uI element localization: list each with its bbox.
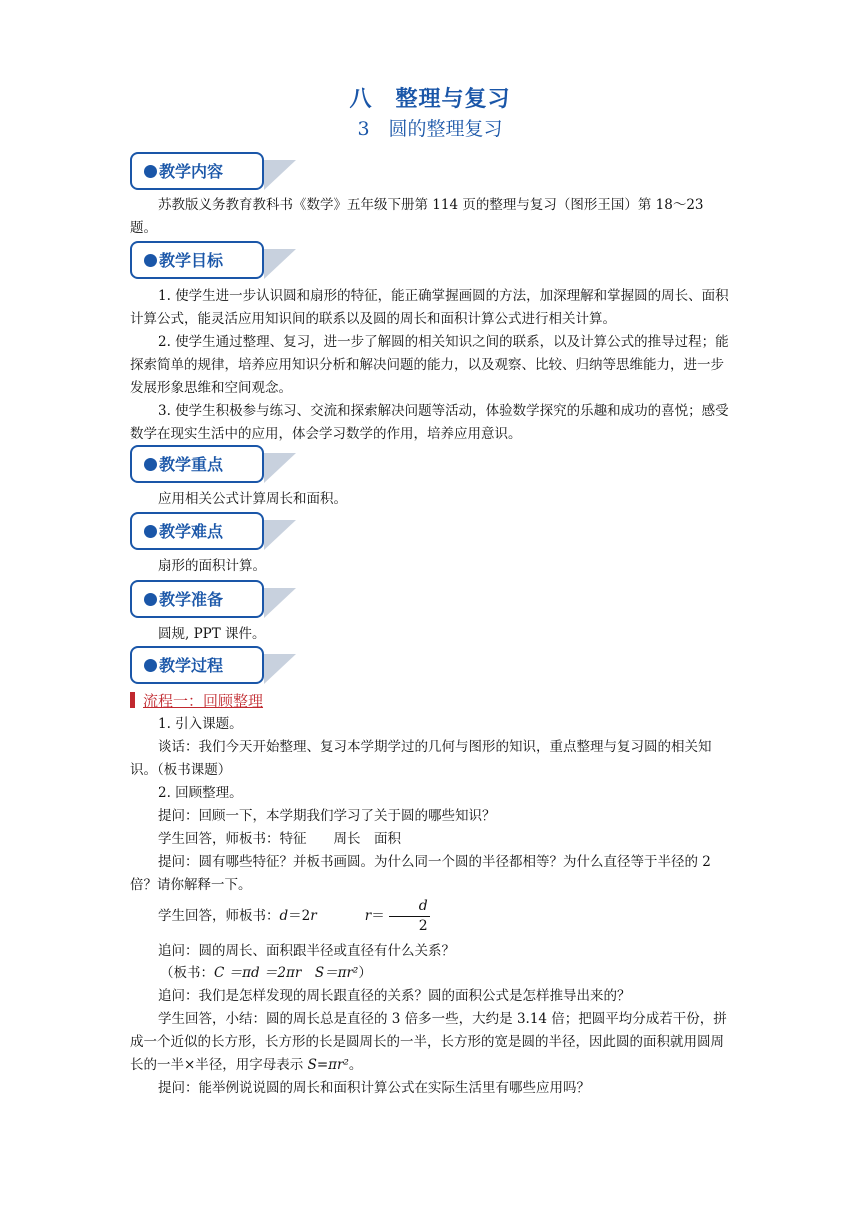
section-header-difficulties bbox=[130, 512, 300, 556]
process-p4: 提问：回顾一下，本学期我们学习了关于圆的哪些知识？ bbox=[158, 808, 496, 824]
bullet-dot-icon bbox=[144, 254, 157, 267]
preparation-text: 圆规, PPT 课件。 bbox=[158, 626, 266, 642]
flow-title: 流程一：回顾整理 bbox=[143, 692, 264, 710]
section-label: 教学难点 bbox=[159, 522, 224, 541]
process-p6: 提问：圆有哪些特征？并板书画圆。为什么同一个圆的半径都相等？为什么直径等于半径的 2 倍？请你解释一下。 bbox=[130, 854, 711, 893]
section-label: 教学准备 bbox=[159, 590, 224, 609]
process-p9: （板书：C ＝πd ＝2πr S＝πr²） bbox=[160, 965, 372, 981]
goal-item-2: 2. 使学生通过整理、复习，进一步了解圆的相关知识之间的联系，以及计算公式的推导过程；能探索简单的规律，培养应用知识分析和解决问题的能力，以及观察、比较、归纳等思维能力，进一步发展形象思维和空间观念。 bbox=[130, 334, 729, 396]
bullet-dot-icon bbox=[144, 659, 157, 672]
bullet-dot-icon bbox=[144, 165, 157, 178]
bullet-dot-icon bbox=[144, 593, 157, 606]
process-p12: 提问：能举例说说圆的周长和面积计算公式在实际生活里有哪些应用吗？ bbox=[158, 1080, 590, 1096]
fraction-d-over-2: $\frac{d}{2}$ bbox=[389, 897, 430, 936]
process-p8: 追问：圆的周长、面积跟半径或直径有什么关系？ bbox=[158, 943, 455, 959]
section-header-goals bbox=[130, 241, 300, 285]
bullet-dot-icon bbox=[144, 458, 157, 471]
content-text: 苏教版义务教育教科书《数学》五年级下册第 114 页的整理与复习（图形王国）第 18～23 题。 bbox=[130, 197, 704, 236]
section-header-content bbox=[130, 152, 300, 196]
var-d: d bbox=[279, 908, 289, 924]
flow-heading bbox=[130, 690, 263, 712]
section-label: 教学内容 bbox=[159, 162, 224, 181]
var-r: r bbox=[310, 908, 317, 924]
section-label: 教学目标 bbox=[159, 251, 224, 270]
process-p10: 追问：我们是怎样发现的周长跟直径的关系？圆的面积公式是怎样推导出来的？ bbox=[158, 988, 631, 1004]
lesson-title: 3 圆的整理复习 bbox=[357, 118, 503, 140]
bullet-dot-icon bbox=[144, 525, 157, 538]
section-label: 教学过程 bbox=[159, 656, 224, 675]
process-p11: 学生回答，小结：圆的周长总是直径的 3 倍多一些，大约是 3.14 倍；把圆平均分成若干份，拼成一个近似的长方形，长方形的长是圆周长的一半，长方形的宽是圆的半径，因此圆的面积就用圆周长的一半×半径，用字母表示 S=πr²。 bbox=[130, 1011, 727, 1073]
section-label: 教学重点 bbox=[159, 455, 224, 474]
section-header-key-points bbox=[130, 445, 300, 489]
goal-item-3: 3. 使学生积极参与练习、交流和探索解决问题等活动，体验数学探究的乐趣和成功的喜悦；感受数学在现实生活中的应用，体会学习数学的作用，培养应用意识。 bbox=[130, 403, 729, 442]
flow-bar-icon bbox=[130, 692, 135, 708]
process-p1: 1. 引入课题。 bbox=[158, 716, 243, 732]
section-header-preparation bbox=[130, 580, 300, 624]
process-p7: 学生回答，师板书：d＝2r r＝ $\frac{d}{2}$ bbox=[158, 898, 428, 934]
var-r: r bbox=[364, 908, 372, 924]
unit-title: 八 整理与复习 bbox=[349, 87, 511, 112]
process-p2: 谈话：我们今天开始整理、复习本学期学过的几何与图形的知识，重点整理与复习圆的相关知识。（板书课题） bbox=[130, 739, 712, 778]
section-header-process bbox=[130, 646, 300, 690]
formula-circle: C ＝πd ＝2πr S＝πr² bbox=[214, 965, 359, 981]
process-p3: 2. 回顾整理。 bbox=[158, 785, 243, 801]
difficulties-text: 扇形的面积计算。 bbox=[158, 558, 266, 574]
formula-area: S=πr² bbox=[307, 1057, 349, 1073]
goal-item-1: 1. 使学生进一步认识圆和扇形的特征，能正确掌握画圆的方法，加深理解和掌握圆的周长、面积计算公式，能灵活应用知识间的联系以及圆的周长和面积计算公式进行相关计算。 bbox=[130, 288, 729, 327]
process-p5: 学生回答，师板书：特征 周长 面积 bbox=[158, 831, 401, 847]
key-points-text: 应用相关公式计算周长和面积。 bbox=[158, 491, 347, 507]
